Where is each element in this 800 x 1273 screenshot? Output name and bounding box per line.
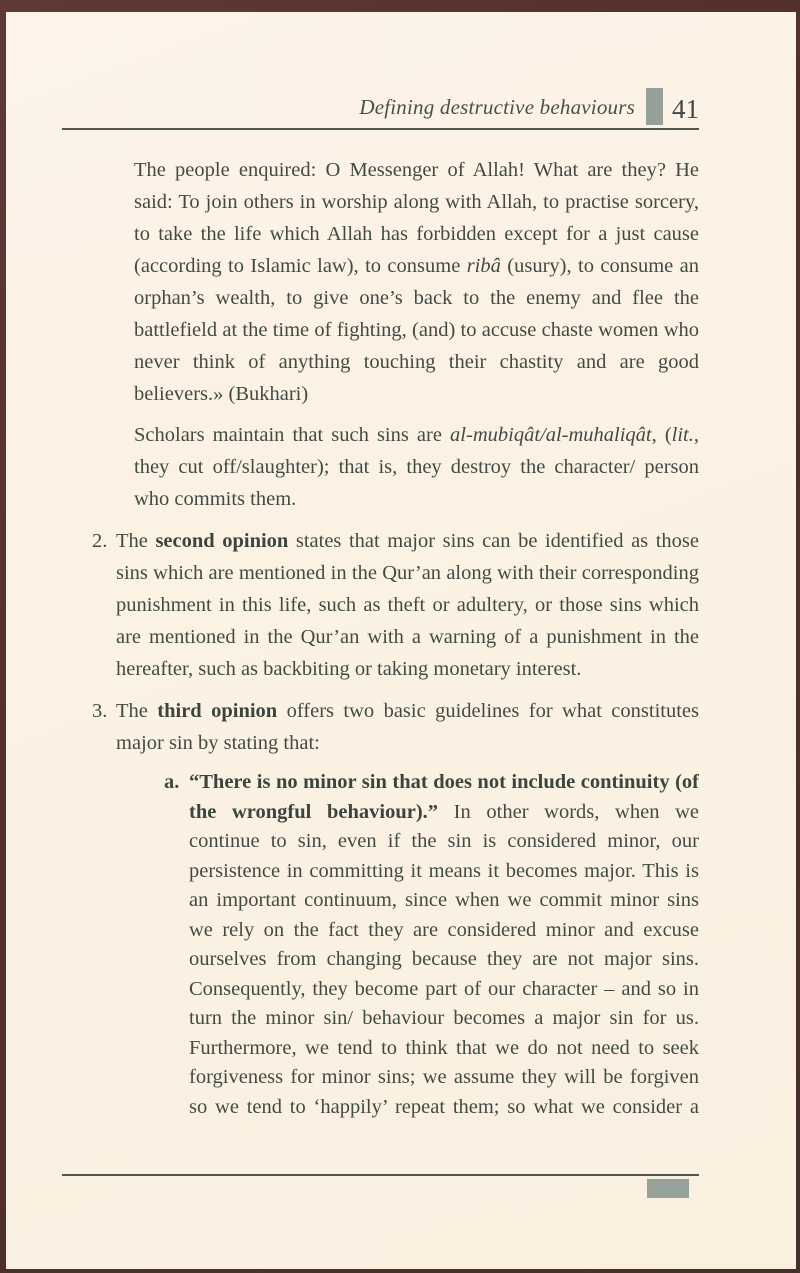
page-number: 41 bbox=[672, 94, 699, 124]
numbered-item-3 bbox=[92, 695, 699, 759]
paragraph-scholars-note: Scholars maintain that such sins are al-mubiqât/al-muhaliqât, (lit., they cut off/slaughter); that is, they destroy the character/ person who commits them. bbox=[134, 424, 699, 510]
footer-rule bbox=[62, 1174, 699, 1176]
numbered-item-2 bbox=[92, 525, 699, 685]
item-number: 3. bbox=[92, 700, 108, 722]
running-head: Defining destructive behaviours bbox=[359, 95, 635, 119]
sub-item-label: a. bbox=[164, 771, 180, 793]
sub-item-a bbox=[164, 768, 699, 1122]
header-accent-block bbox=[646, 88, 663, 125]
footer-accent-block bbox=[647, 1179, 689, 1198]
book-page bbox=[6, 12, 796, 1269]
item-number: 2. bbox=[92, 530, 108, 552]
header-rule bbox=[62, 128, 699, 130]
item-body-second-opinion: The second opinion states that major sins can be identified as those sins which are mentioned in the Qur’an along with their corresponding punishment in this life, such as theft or adultery, or those sins which are mentioned in the Qur’an with a warning of a punishment in the hereafter, such as backbiting or taking monetary interest. bbox=[116, 530, 699, 680]
paragraph-hadith-quote: The people enquired: O Messenger of Allah! What are they? He said: To join others in worship along with Allah, to practise sorcery, to take the life which Allah has forbidden except for a just cause (according to Islamic law), to consume ribâ (usury), to consume an orphan’s wealth, to give one’s back to the enemy and flee the battlefield at the time of fighting, (and) to accuse chaste women who never think of anything touching their chastity and are good believers.» (Bukhari) bbox=[134, 159, 699, 405]
page-header bbox=[6, 12, 796, 124]
page-body-text bbox=[62, 154, 699, 1190]
sub-item-body-continuity-guideline: “There is no minor sin that does not include continuity (of the wrongful behaviour).” In other words, when we continue to sin, even if the sin is considered minor, our persistence in committing it means it becomes major. This is an important continuum, since when we commit minor sins we rely on the fact they are considered minor and excuse ourselves from changing because they are not major sins. Consequently, they become part of our character – and so in turn the minor sin/ behaviour becomes a major sin for us. Furthermore, we tend to think that we do not need to seek forgiveness for minor sins; we assume they will be forgiven so we tend to ‘happily’ repeat them; so what we consider a bbox=[189, 771, 699, 1118]
item-body-third-opinion: The third opinion offers two basic guidelines for what constitutes major sin by stating that: bbox=[116, 700, 699, 754]
